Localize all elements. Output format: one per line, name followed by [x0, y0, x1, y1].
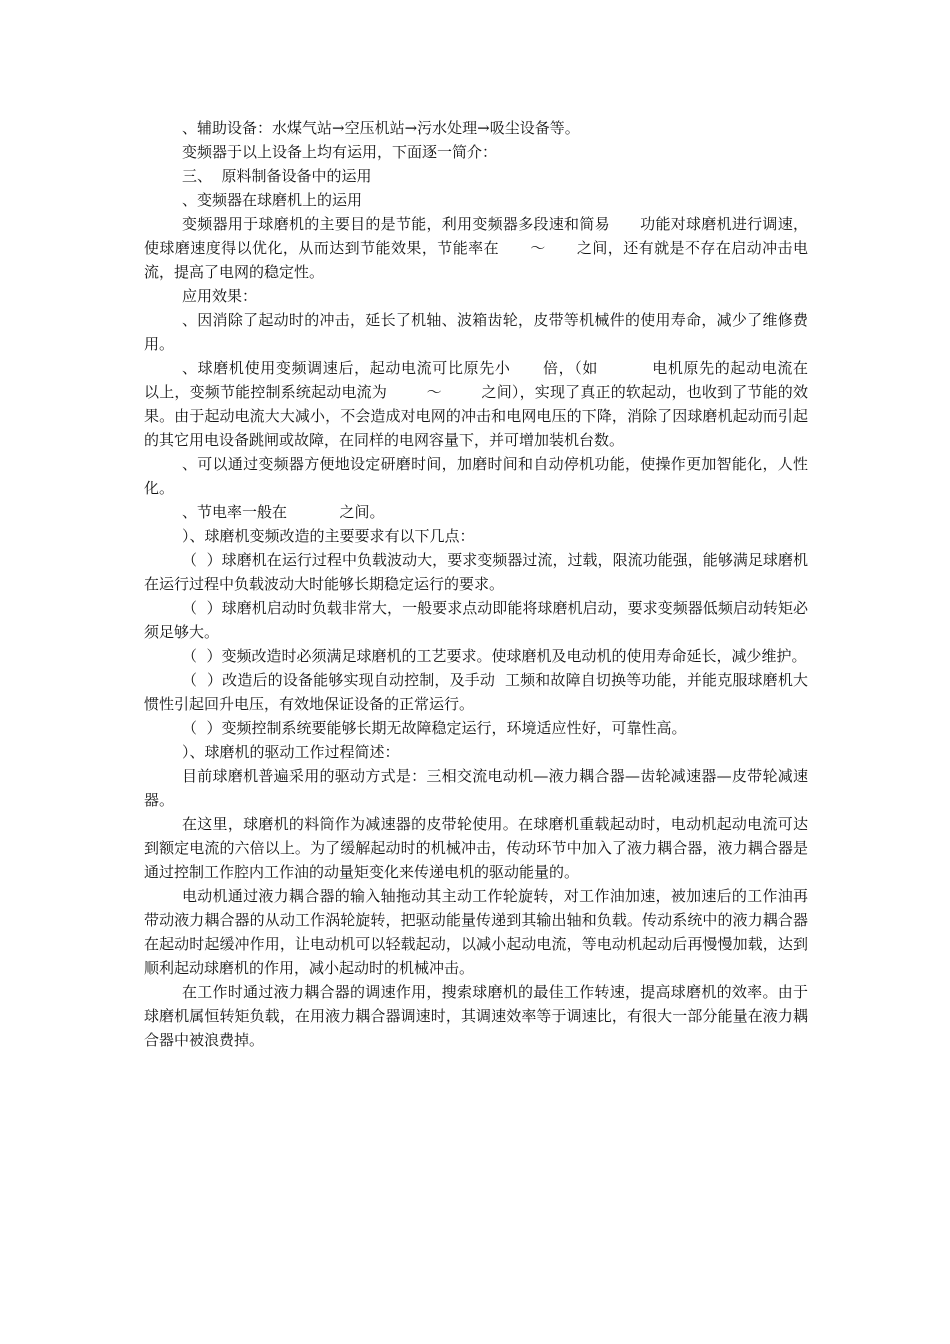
paragraph-requirement-2: （ ）球磨机启动时负载非常大，一般要求点动即能将球磨机启动，要求变频器低频启动转矩必须足够大。: [144, 599, 808, 641]
paragraph-requirements-heading: ）、球磨机变频改造的主要要求有以下几点：: [182, 527, 475, 545]
paragraph-requirement-4: （ ）改造后的设备能够实现自动控制，及手动 工频和故障自切换等功能，并能克服球磨机大惯性引起回升电压，有效地保证设备的正常运行。: [144, 671, 808, 713]
paragraph-requirement-3: （ ）变频改造时必须满足球磨机的工艺要求。使球磨机及电动机的使用寿命延长，减少维护。: [182, 647, 807, 665]
paragraph-effect-1: 、因消除了起动时的冲击，延长了机轴、波箱齿轮，皮带等机械件的使用寿命，减少了维修费用。: [144, 311, 808, 353]
paragraph-requirement-5: （ ）变频控制系统要能够长期无故障稳定运行，环境适应性好，可靠性高。: [182, 719, 687, 737]
paragraph-drive-process-heading: ）、球磨机的驱动工作过程简述：: [182, 743, 400, 761]
paragraph-motor-coupling: 电动机通过液力耦合器的输入轴拖动其主动工作轮旋转，对工作油加速，被加速后的工作油再带动液力耦合器的从动工作涡轮旋转，把驱动能量传递到其输出轴和负载。传动系统中的液力耦合器在起动时起缓冲作用，让电动机可以轻载起动，以减小起动电流，等电动机起动后再慢慢加载，达到顺利起动球磨机的作用，减小起动时的机械冲击。: [144, 887, 808, 977]
paragraph-drive-method: 目前球磨机普遍采用的驱动方式是：三相交流电动机—液力耦合器—齿轮减速器—皮带轮减速器。: [144, 767, 808, 809]
paragraph-requirement-1: （ ）球磨机在运行过程中负载波动大，要求变频器过流，过载，限流功能强，能够满足球磨机在运行过程中负载波动大时能够长期稳定运行的要求。: [144, 551, 808, 593]
paragraph-auxiliary-equipment: 、辅助设备：水煤气站→空压机站→污水处理→吸尘设备等。: [182, 119, 580, 137]
paragraph-effect-3: 、可以通过变频器方便地设定研磨时间，加磨时间和自动停机功能，使操作更加智能化，人性化。: [144, 455, 808, 497]
paragraph-effect-4: 、节电率一般在 之间。: [182, 503, 385, 521]
paragraph-purpose: 变频器用于球磨机的主要目的是节能，利用变频器多段速和简易 功能对球磨机进行调速，使球磨速度得以优化，从而达到节能效果，节能率在 ～ 之间，还有就是不存在启动冲击电流，提高了电网的稳定性。: [144, 215, 808, 281]
subsection-heading-ball-mill: 、变频器在球磨机上的运用: [182, 191, 363, 209]
paragraph-speed-regulation: 在工作时通过液力耦合器的调速作用，搜索球磨机的最佳工作转速，提高球磨机的效率。由于球磨机属恒转矩负载，在用液力耦合器调速时，其调速效率等于调速比，有很大一部分能量在液力耦合器中被浪费掉。: [144, 983, 808, 1049]
paragraph-intro: 变频器于以上设备上均有运用，下面逐一简介：: [182, 143, 498, 161]
section-heading-raw-material: 三、 原料制备设备中的运用: [182, 167, 372, 185]
paragraph-drum-usage: 在这里，球磨机的料筒作为减速器的皮带轮使用。在球磨机重载起动时，电动机起动电流可达到额定电流的六倍以上。为了缓解起动时的机械冲击，传动环节中加入了液力耦合器，液力耦合器是通过控制工作腔内工作油的动量矩变化来传递电机的驱动能量的。: [144, 815, 808, 881]
document-body: [144, 116, 856, 1052]
paragraph-effect-2: 、球磨机使用变频调速后，起动电流可比原先小 倍，（如 电机原先的起动电流在 以上，变频节能控制系统起动电流为 ～ 之间），实现了真正的软起动，也收到了节能的效果。由于起动电流大大减小，不会造成对电网的冲击和电网电压的下降，消除了因球磨机起动而引起的其它用电设备跳闸或故障，在同样的电网容量下，并可增加装机台数。: [144, 359, 856, 449]
paragraph-effects-label: 应用效果：: [182, 287, 258, 305]
